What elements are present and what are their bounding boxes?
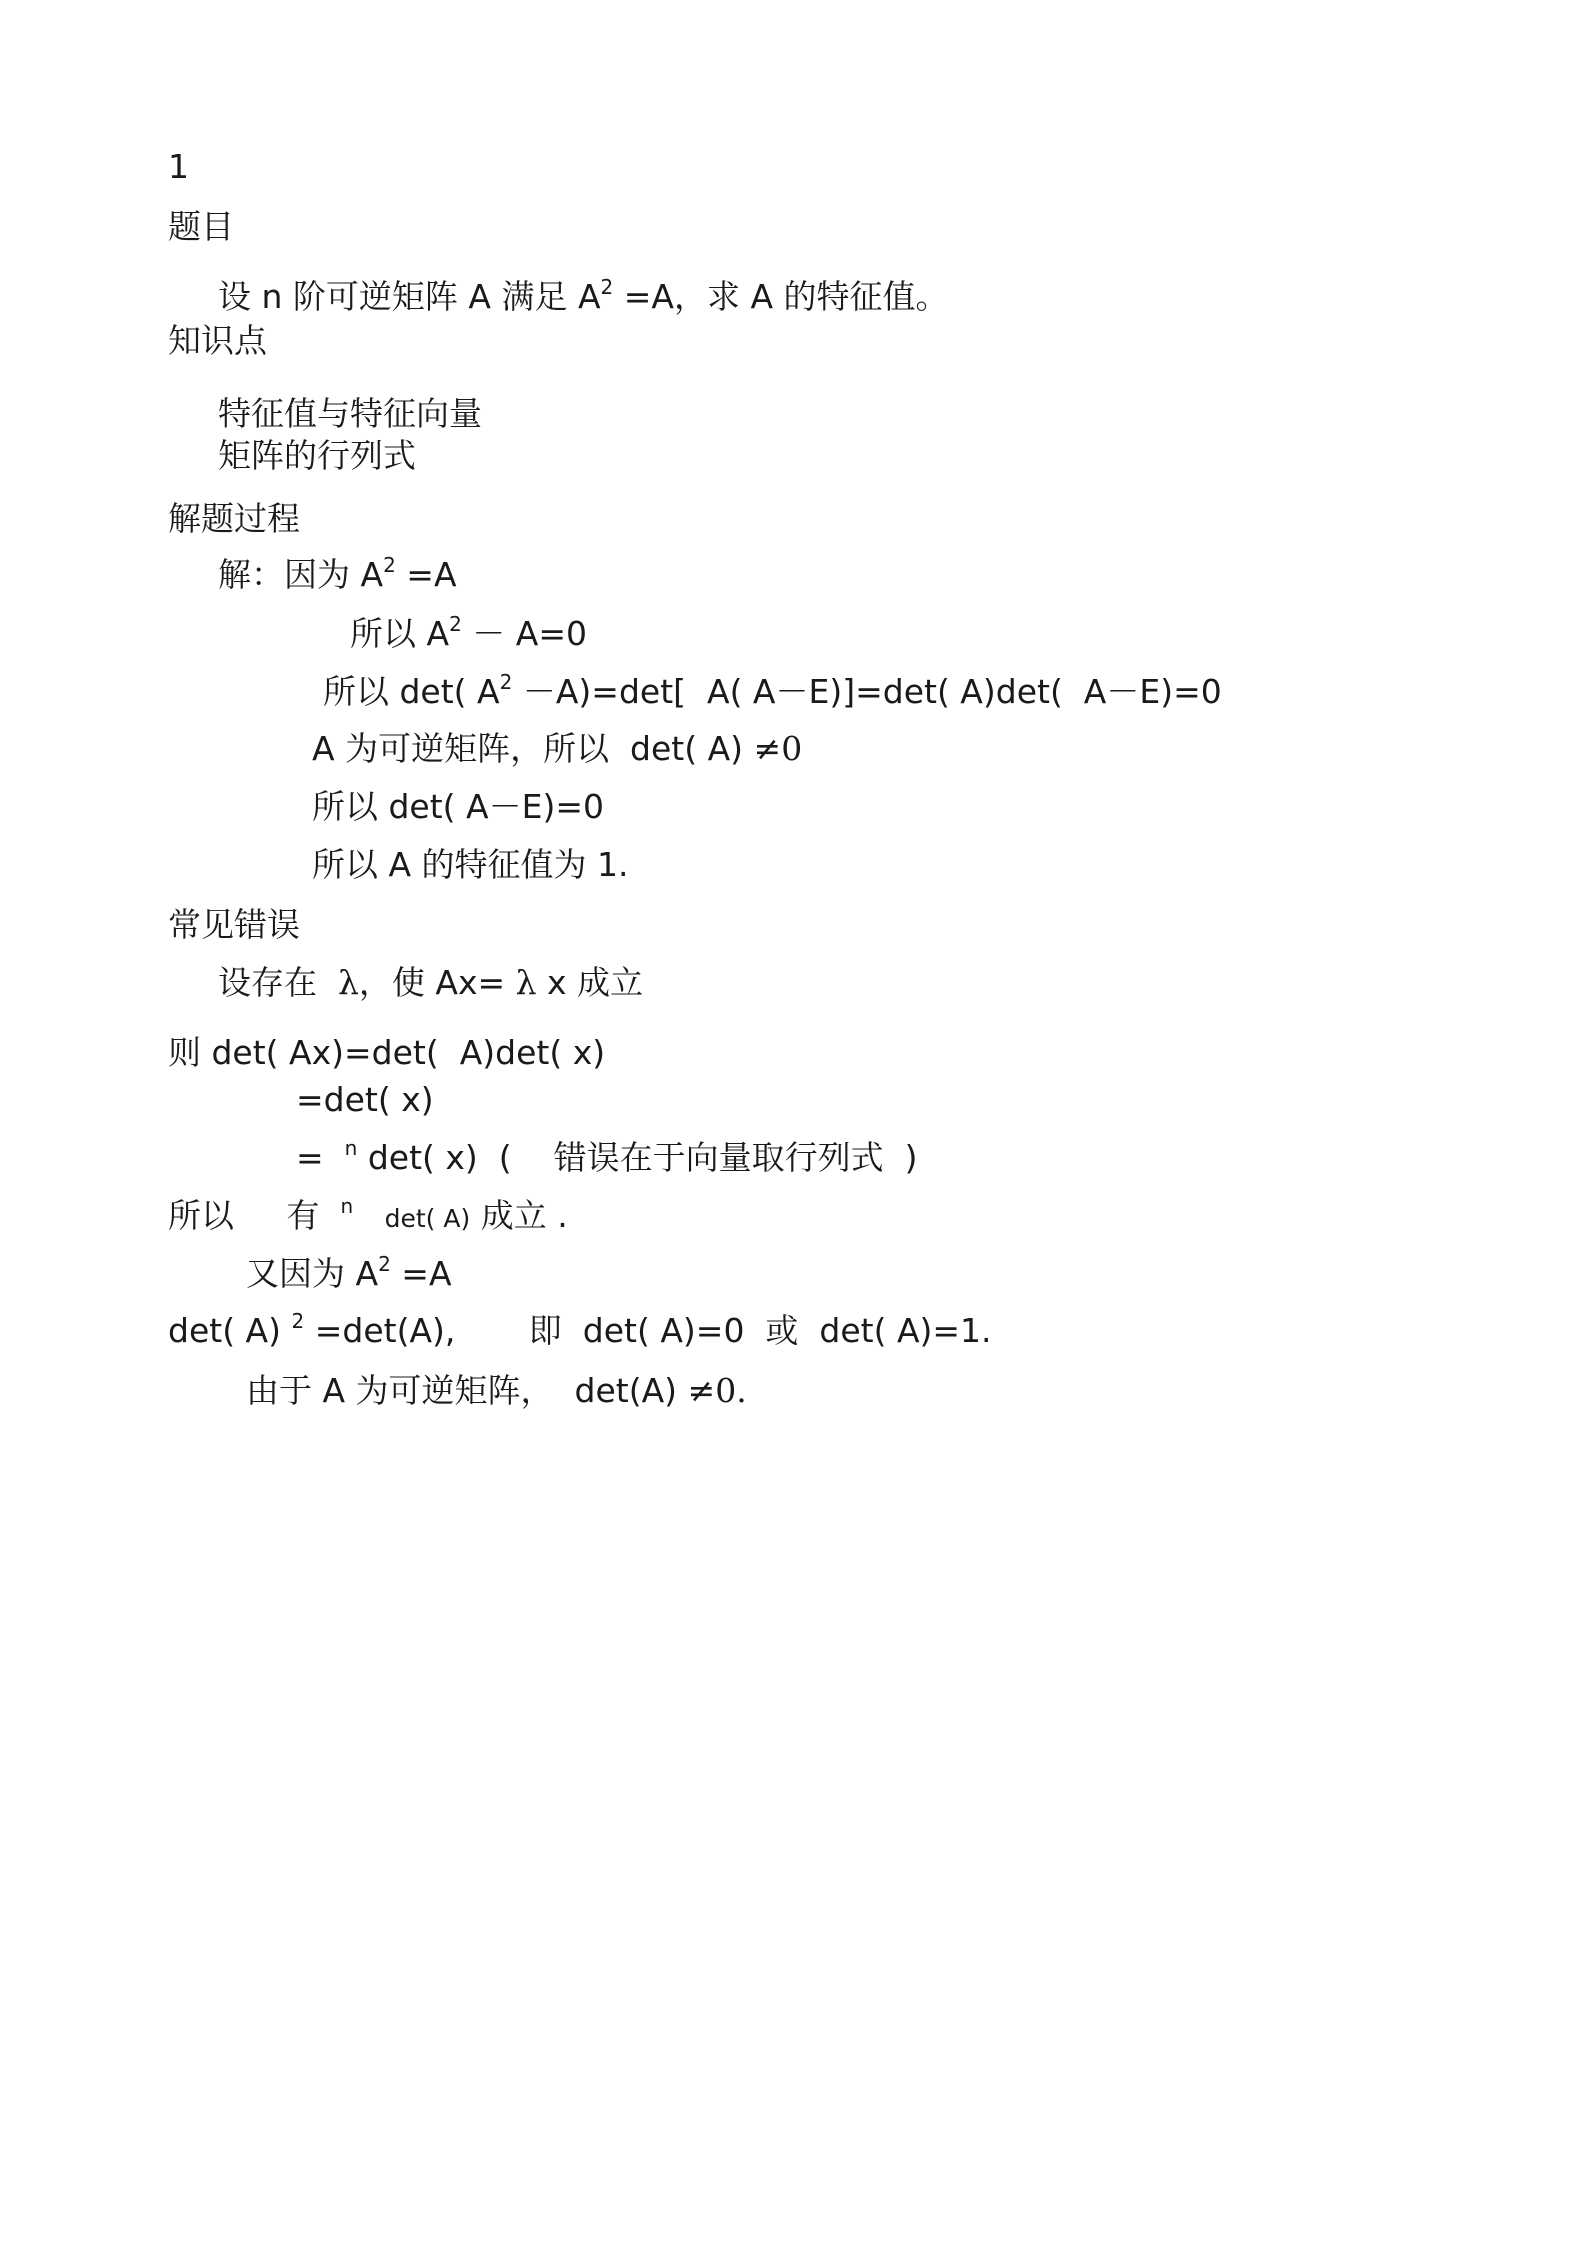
section-heading-knowledge: 知识点 [168, 321, 267, 360]
mistake-line: 则 det( Ax)=det( A)det( x) [168, 1033, 606, 1072]
mistake-line: 所以 有 $^n$ det( A) 成立 . [168, 1194, 568, 1235]
solution-line: 所以 det( $A^2 -A)=\det$[ A( A－E)]=det( A)det( A－E)=0 [323, 670, 1222, 711]
problem-statement: 设 n 阶可逆矩阵 A 满足 $A^2 =A$，求 A 的特征值。 [218, 275, 949, 316]
mistake-line: 由于 A 为可逆矩阵， det(A) ≠0. [246, 1371, 747, 1410]
solution-line: 解：因为 $A^2 =A$ [218, 553, 457, 594]
mistake-line: 设存在 λ，使 Ax= λ x 成立 [218, 963, 644, 1002]
section-heading-problem: 题目 [168, 207, 234, 246]
mistake-line: = $^n$ det( x) ( 错误在于向量取行列式 ) [296, 1136, 918, 1177]
problem-number: 1 [168, 147, 189, 186]
section-heading-mistakes: 常见错误 [168, 905, 300, 944]
solution-line: 所以 det( A－E)=0 [312, 787, 604, 826]
mistake-line: det( A) $^2$ =det(A), 即 det( A)=0 或 det( A)=1. [168, 1309, 992, 1350]
solution-line: 所以 A 的特征值为 1. [312, 845, 629, 884]
knowledge-item: 矩阵的行列式 [218, 436, 416, 475]
mistake-line: 又因为 $A^2 =A$ [246, 1252, 452, 1293]
solution-line: A 为可逆矩阵，所以 det( A) ≠0 [312, 729, 803, 768]
solution-line: 所以 $A^2 - A=0$ [350, 612, 588, 653]
knowledge-item: 特征值与特征向量 [218, 394, 482, 433]
mistake-line: =det( x) [296, 1080, 434, 1119]
section-heading-solution: 解题过程 [168, 499, 300, 538]
